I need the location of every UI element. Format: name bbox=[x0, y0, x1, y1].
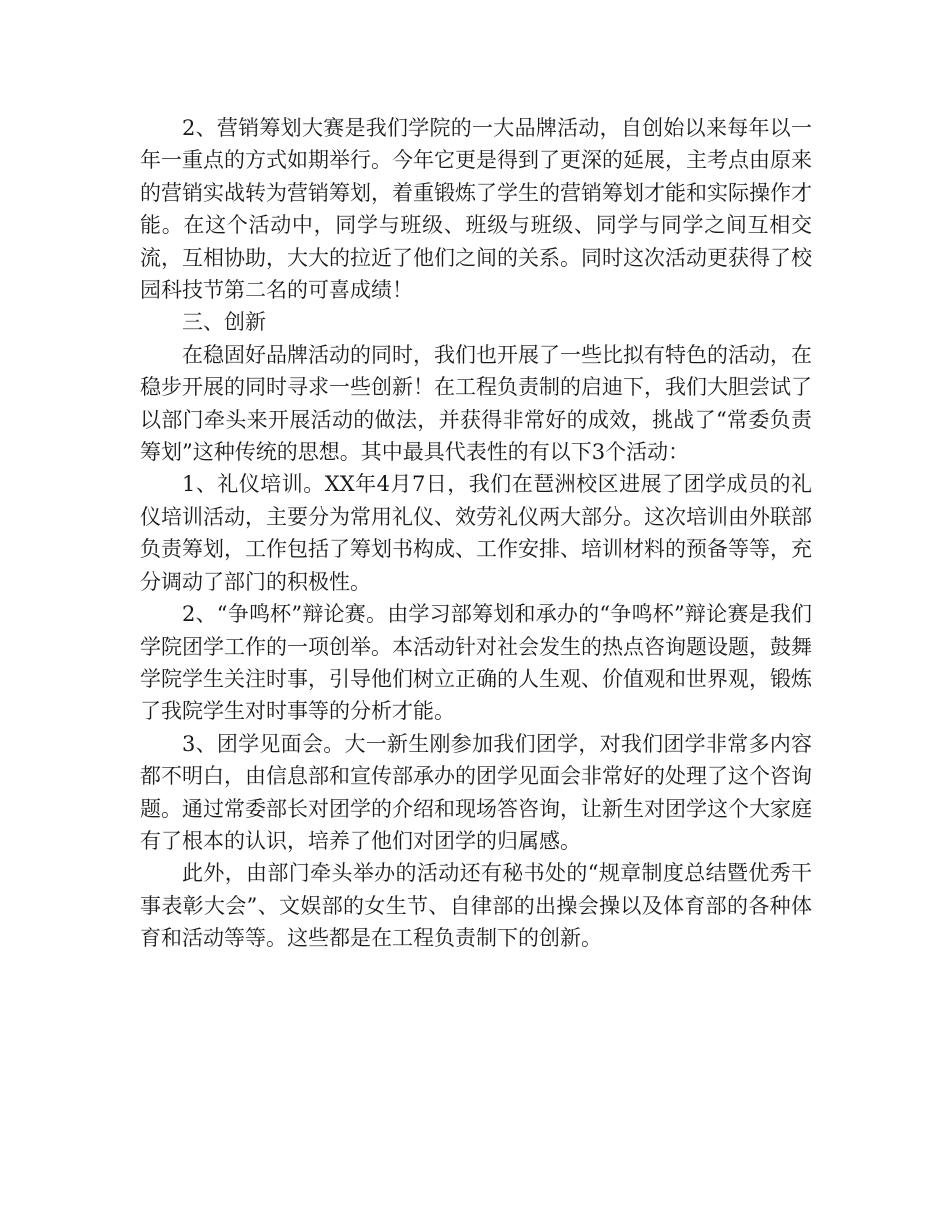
paragraph-other-activities: 此外，由部门牵头举办的活动还有秘书处的“规章制度总结暨优秀干事表彰大会”、文娱部的女生节、自律部的出操会操以及体育部的各种体育和活动等等。这些都是在工程负责制下的创新。 bbox=[140, 861, 812, 951]
paragraph-meet-and-greet: 3、团学见面会。大一新生刚参加我们团学，对我们团学非常多内容都不明白，由信息部和宣传部承办的团学见面会非常好的处理了这个咨询题。通过常委部长对团学的介绍和现场答咨询，让新生对团学这个大家庭有了根本的认识，培养了他们对团学的归属感。 bbox=[140, 731, 812, 853]
document-page bbox=[140, 112, 812, 955]
section-heading-innovation: 三、创新 bbox=[182, 310, 266, 335]
paragraph-innovation-intro: 在稳固好品牌活动的同时，我们也开展了一些比拟有特色的活动，在稳步开展的同时寻求一些创新！在工程负责制的启迪下，我们大胆尝试了以部门牵头来开展活动的做法，并获得非常好的成效，挑战了“常委负责筹划”这种传统的思想。其中最具代表性的有以下3个活动： bbox=[140, 342, 812, 465]
paragraph-debate-contest: 2、“争鸣杯”辩论赛。由学习部筹划和承办的“争鸣杯”辩论赛是我们学院团学工作的一项创举。本活动针对社会发生的热点咨询题设题，鼓舞学院学生关注时事，引导他们树立正确的人生观、价值观和世界观，锻炼了我院学生对时事等的分析才能。 bbox=[140, 602, 812, 724]
paragraph-marketing-contest: 2、营销筹划大赛是我们学院的一大品牌活动，自创始以来每年以一年一重点的方式如期举行。今年它更是得到了更深的延展，主考点由原来的营销实战转为营销筹划，着重锻炼了学生的营销筹划才能和实际操作才能。在这个活动中，同学与班级、班级与班级、同学与同学之间互相交流，互相协助，大大的拉近了他们之间的关系。同时这次活动更获得了校园科技节第二名的可喜成绩！ bbox=[140, 116, 812, 303]
paragraph-etiquette-training: 1、礼仪培训。XX年4月7日，我们在琶洲校区进展了团学成员的礼仪培训活动，主要分为常用礼仪、效劳礼仪两大部分。这次培训由外联部负责筹划，工作包括了筹划书构成、工作安排、培训材料的预备等等，充分调动了部门的积极性。 bbox=[140, 472, 812, 594]
